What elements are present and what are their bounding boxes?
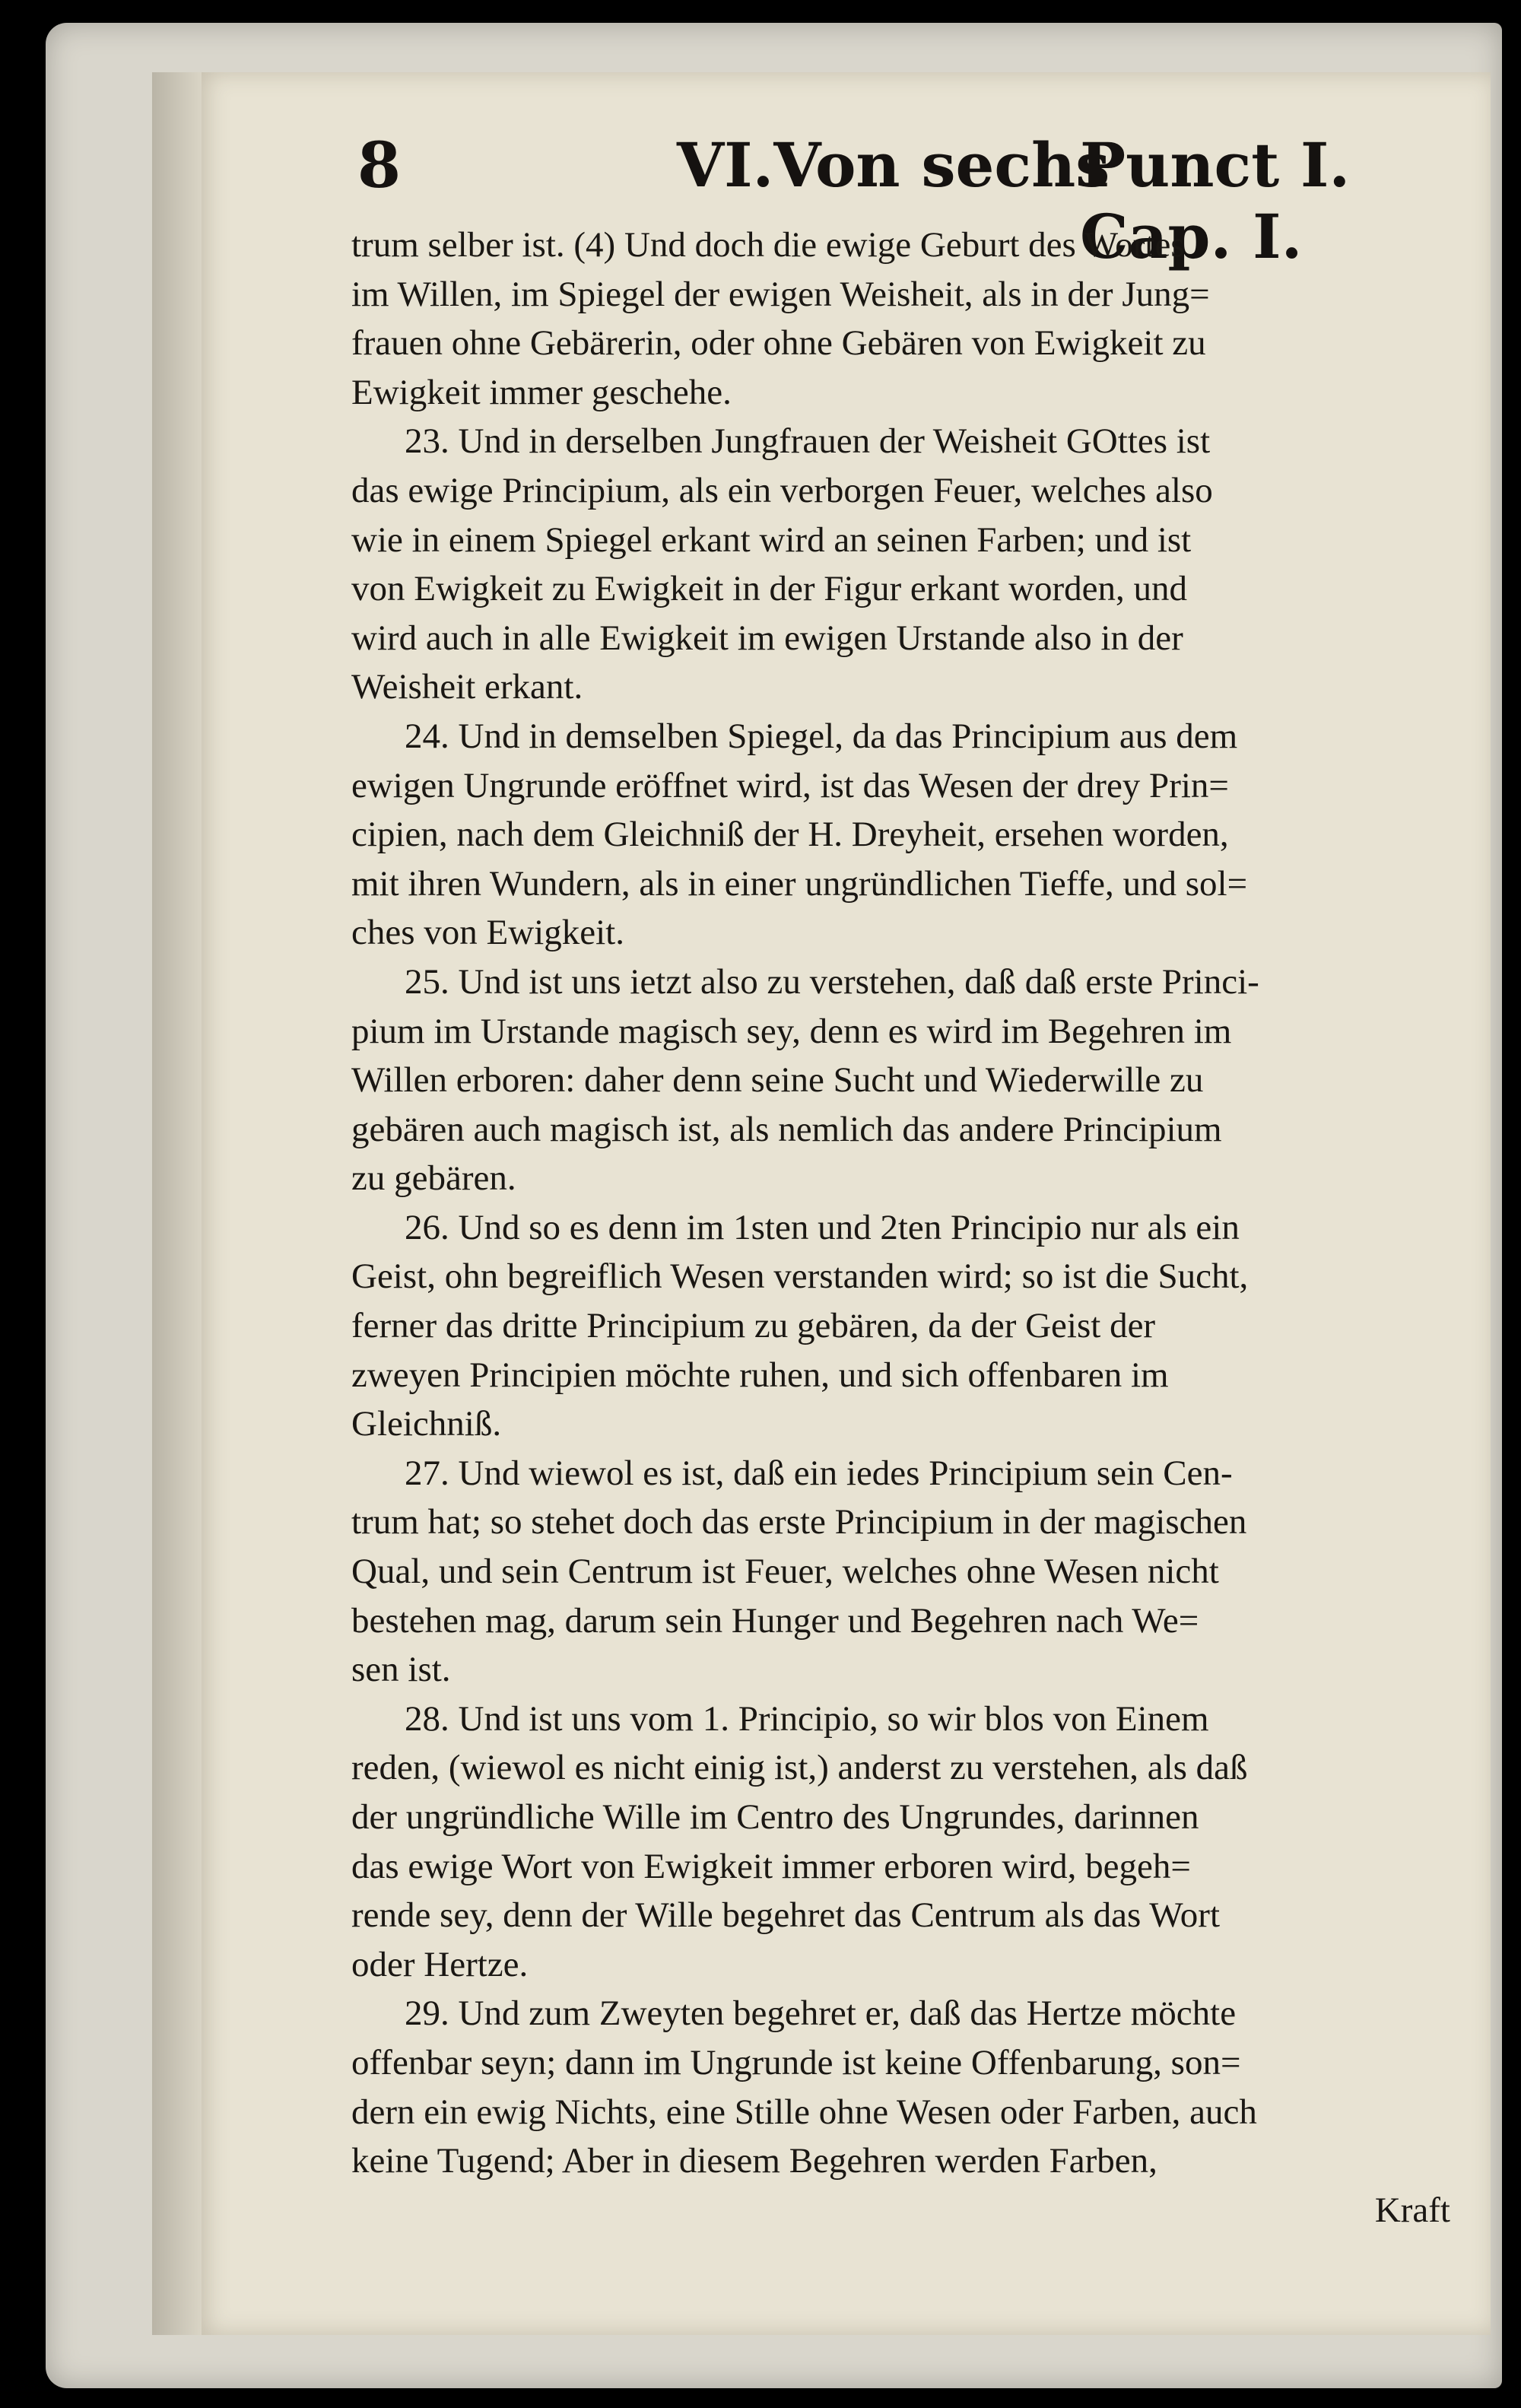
text-line: pium im Urstande magisch sey, denn es wird im Begehren im — [351, 1011, 1232, 1051]
text-line: zu gebären. — [351, 1158, 516, 1199]
text-line: Gleichniß. — [351, 1404, 502, 1444]
text-line: Ewigkeit immer geschehe. — [351, 372, 732, 412]
text-line: gebären auch magisch ist, als nemlich das andere Principium — [351, 1109, 1222, 1149]
text-line: cipien, nach dem Gleichniß der H. Dreyheit, ersehen worden, — [351, 815, 1229, 855]
text-line: sen ist. — [351, 1650, 451, 1690]
running-title: VI.Von sechs — [677, 129, 1110, 201]
paragraph-start-25: 25. Und ist uns ietzt also zu verstehen, daß daß erste Princi- — [405, 961, 1259, 1002]
text-line: zweyen Principien möchte ruhen, und sich offenbaren im — [351, 1355, 1169, 1395]
paragraph-start-23: 23. Und in derselben Jungfrauen der Weisheit GOttes ist — [405, 421, 1211, 462]
text-line: wird auch in alle Ewigkeit im ewigen Urstande also in der — [351, 618, 1183, 658]
text-line: ferner das dritte Principium zu gebären, da der Geist der — [351, 1306, 1156, 1346]
text-line: reden, (wiewol es nicht einig ist,) anderst zu verstehen, als daß — [351, 1748, 1248, 1788]
chapter-reference: Punct I. Cap. I. — [1080, 129, 1351, 272]
text-line: oder Hertze. — [351, 1944, 529, 1984]
paragraph-start-26: 26. Und so es denn im 1sten und 2ten Principio nur als ein — [405, 1207, 1240, 1247]
text-line: offenbar seyn; dann im Ungrunde ist keine Offenbarung, son= — [351, 2042, 1241, 2082]
paragraph-start-24: 24. Und in demselben Spiegel, da das Principium aus dem — [405, 716, 1238, 756]
text-line: das ewige Principium, als ein verborgen Feuer, welches also — [351, 470, 1213, 510]
catchword: Kraft — [1374, 2190, 1450, 2230]
paragraph-start-27: 27. Und wiewol es ist, daß ein iedes Principium sein Cen- — [405, 1453, 1233, 1493]
text-line: Willen erboren: daher denn seine Sucht und Wiederwille zu — [351, 1060, 1204, 1101]
text-line: im Willen, im Spiegel der ewigen Weisheit, als in der Jung= — [351, 274, 1210, 314]
text-line: trum hat; so stehet doch das erste Principium in der magischen — [351, 1502, 1247, 1542]
text-line: ches von Ewigkeit. — [351, 913, 624, 953]
paragraph-start-29: 29. Und zum Zweyten begehret er, daß das Hertze möchte — [405, 1993, 1237, 2034]
text-line: dern ein ewig Nichts, eine Stille ohne Wesen oder Farben, auch — [351, 2092, 1257, 2132]
text-line: von Ewigkeit zu Ewigkeit in der Figur erkant worden, und — [351, 569, 1188, 609]
text-line: mit ihren Wundern, als in einer ungründlichen Tieffe, und sol= — [351, 863, 1248, 904]
text-line: Geist, ohn begreiflich Wesen verstanden wird; so ist die Sucht, — [351, 1256, 1249, 1297]
text-line: bestehen mag, darum sein Hunger und Begehren nach We= — [351, 1600, 1199, 1641]
page-body — [351, 221, 1450, 2235]
text-line: trum selber ist. (4) Und doch die ewige Geburt des Wortes — [351, 225, 1185, 265]
page-number: 8 — [357, 129, 402, 202]
text-line: frauen ohne Gebärerin, oder ohne Gebären von Ewigkeit zu — [351, 323, 1206, 364]
page-gutter — [152, 72, 205, 2335]
text-line: wie in einem Spiegel erkant wird an seinen Farben; und ist — [351, 519, 1192, 560]
text-line: keine Tugend; Aber in diesem Begehren werden Farben, — [351, 2141, 1157, 2181]
paragraph-start-28: 28. Und ist uns vom 1. Principio, so wir blos von Einem — [405, 1698, 1209, 1739]
text-line: Qual, und sein Centrum ist Feuer, welches ohne Wesen nicht — [351, 1552, 1219, 1592]
text-line: das ewige Wort von Ewigkeit immer erboren wird, begeh= — [351, 1846, 1191, 1886]
text-line: ewigen Ungrunde eröffnet wird, ist das Wesen der drey Prin= — [351, 765, 1229, 805]
text-line: der ungründliche Wille im Centro des Ungrundes, darinnen — [351, 1797, 1199, 1837]
text-line: Weisheit erkant. — [351, 667, 583, 707]
text-line: rende sey, denn der Wille begehret das Centrum als das Wort — [351, 1895, 1220, 1936]
